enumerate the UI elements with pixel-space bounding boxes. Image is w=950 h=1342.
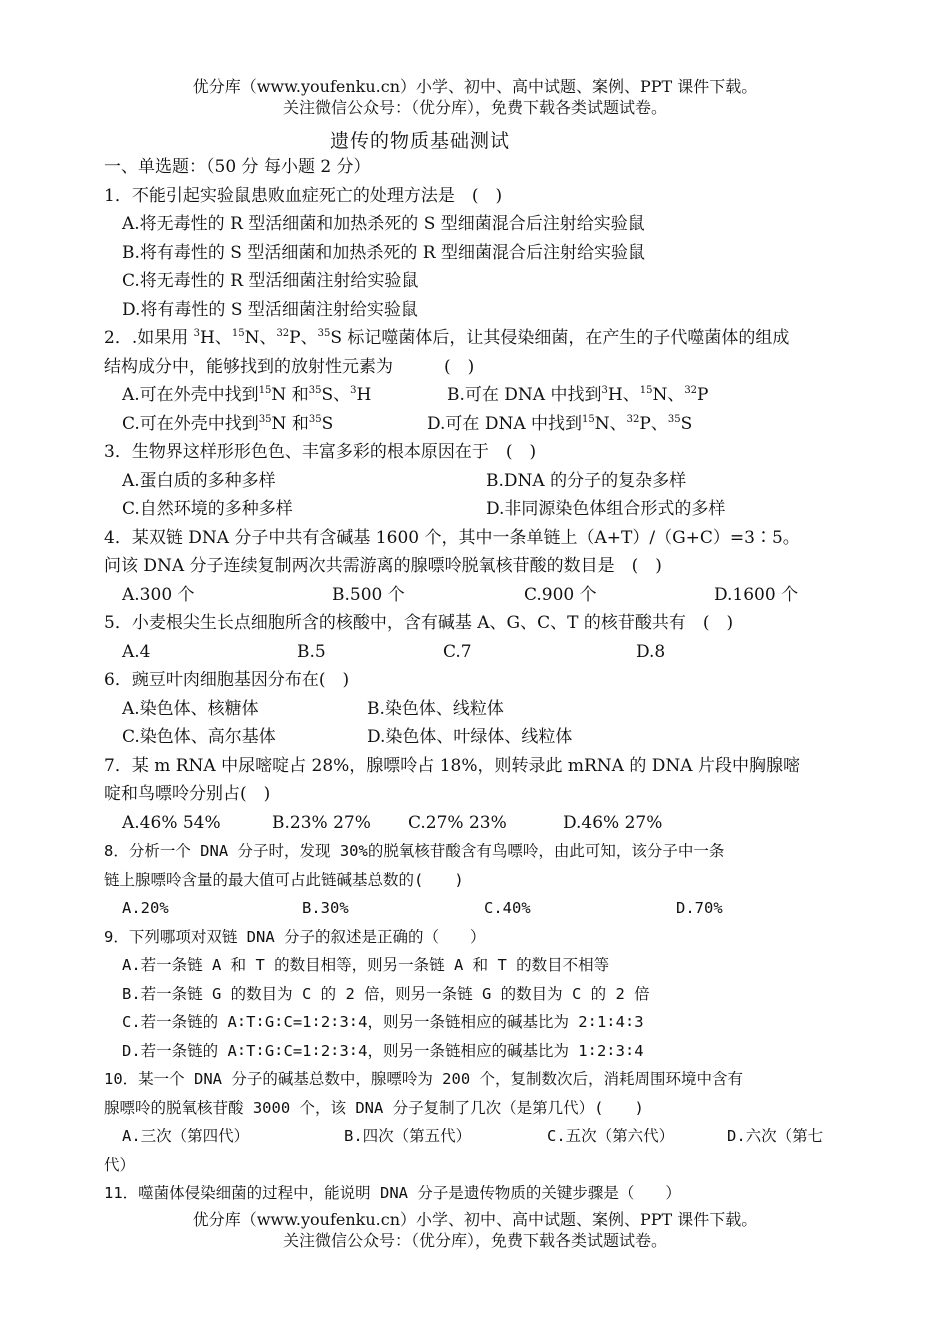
question-4-option-d: D.1600 个 bbox=[714, 584, 799, 605]
footer-line-1: 优分库（www.youfenku.cn）小学、初中、高中试题、案例、PPT 课件下载。 bbox=[192, 1210, 758, 1229]
question-9-option-b: B.若一条链 G 的数目为 C 的 2 倍，则另一条链 G 的数目为 C 的 2 倍 bbox=[122, 984, 650, 1003]
question-2-option-d: D.可在 DNA 中找到$^{15}$N、$^{32}$P、$^{35}$S bbox=[427, 413, 693, 434]
question-2-stem: 2．.如果用 $^3$H、$^{15}$N、$^{32}$P、$^{35}$S 标记噬菌体后，让其侵染细菌，在产生的子代噬菌体的组成 bbox=[104, 328, 790, 348]
question-3-option-b: B.DNA 的分子的复杂多样 bbox=[486, 470, 687, 491]
question-8-option-d: D.70% bbox=[676, 899, 723, 917]
header-line-2: 关注微信公众号：（优分库），免费下载各类试题试卷。 bbox=[282, 98, 667, 117]
question-10-stem-cont: 腺嘌呤的脱氧核苷酸 3000 个，该 DNA 分子复制了几次（是第几代）( ) bbox=[104, 1098, 644, 1117]
question-6-options-ab bbox=[104, 695, 850, 724]
question-2-options-ab bbox=[104, 381, 850, 410]
question-9-option-d: D.若一条链的 A∶T∶G∶C=1∶2∶3∶4，则另一条链相应的碱基比为 1∶2∶3∶4 bbox=[122, 1041, 644, 1060]
question-10-option-d-cont: 代） bbox=[104, 1155, 136, 1174]
question-7-option-d: D.46% 27% bbox=[563, 812, 663, 833]
question-9-stem: 9．下列哪项对双链 DNA 分子的叙述是正确的（ ） bbox=[104, 927, 486, 946]
question-10-option-b: B.四次（第五代） bbox=[344, 1127, 472, 1145]
question-content bbox=[104, 153, 850, 1208]
question-4-option-b: B.500 个 bbox=[332, 584, 405, 605]
question-8-stem: 8．分析一个 DNA 分子时，发现 30%的脱氧核苷酸含有鸟嘌呤，由此可知，该分子中一条 bbox=[104, 842, 725, 860]
question-3-option-a: A.蛋白质的多种多样 bbox=[122, 470, 276, 491]
question-3-options-ab bbox=[104, 467, 850, 496]
header-line-1: 优分库（www.youfenku.cn）小学、初中、高中试题、案例、PPT 课件下载。 bbox=[192, 77, 758, 96]
question-2-stem-cont: 结构成分中，能够找到的放射性元素为 ( ) bbox=[104, 356, 475, 377]
question-4-options bbox=[104, 581, 850, 610]
question-7-stem-cont: 啶和鸟嘌呤分别占( ) bbox=[104, 784, 271, 804]
question-1-option-b: B.将有毒性的 S 型活细菌和加热杀死的 R 型细菌混合后注射给实验鼠 bbox=[122, 242, 645, 263]
question-4-option-a: A.300 个 bbox=[122, 584, 195, 605]
question-5-options bbox=[104, 638, 850, 667]
question-9-option-c: C.若一条链的 A∶T∶G∶C=1∶2∶3∶4，则另一条链相应的碱基比为 2∶1∶4∶3 bbox=[122, 1013, 644, 1031]
page-header bbox=[0, 76, 950, 118]
question-2-options-cd bbox=[104, 410, 850, 439]
question-8-option-b: B.30% bbox=[302, 899, 349, 917]
question-10-stem: 10．某一个 DNA 分子的碱基总数中，腺嘌呤为 200 个，复制数次后，消耗周围环境中含有 bbox=[104, 1070, 743, 1088]
question-6-option-a: A.染色体、核糖体 bbox=[122, 698, 259, 719]
question-8-options bbox=[104, 894, 850, 923]
question-4-stem: 4．某双链 DNA 分子中共有含碱基 1600 个，其中一条单链上（A+T）/（G+C）=3∶5。 bbox=[104, 527, 800, 548]
question-4-option-c: C.900 个 bbox=[524, 584, 597, 605]
question-5-stem: 5．小麦根尖生长点细胞所含的核酸中，含有碱基 A、G、C、T 的核苷酸共有 ( ) bbox=[104, 613, 734, 633]
question-7-option-a: A.46% 54% bbox=[122, 812, 221, 833]
question-1-option-a: A.将无毒性的 R 型活细菌和加热杀死的 S 型细菌混合后注射给实验鼠 bbox=[122, 214, 645, 234]
question-7-option-b: B.23% 27% bbox=[272, 812, 371, 833]
page-footer bbox=[0, 1209, 950, 1251]
question-10-option-d: D.六次（第七 bbox=[727, 1127, 824, 1145]
question-6-option-d: D.染色体、叶绿体、线粒体 bbox=[367, 727, 573, 747]
question-2-option-a: A.可在外壳中找到$^{15}$N 和$^{35}$S、$^3$H bbox=[122, 385, 372, 405]
question-8-option-a: A.20% bbox=[122, 899, 169, 917]
question-4-stem-cont: 问该 DNA 分子连续复制两次共需游离的腺嘌呤脱氧核苷酸的数目是 ( ) bbox=[104, 556, 662, 576]
question-8-option-c: C.40% bbox=[484, 899, 531, 917]
question-10-option-a: A.三次（第四代） bbox=[122, 1127, 250, 1145]
question-2-option-c: C.可在外壳中找到$^{35}$N 和$^{35}$S bbox=[122, 413, 334, 434]
question-9-option-a: A.若一条链 A 和 T 的数目相等，则另一条链 A 和 T 的数目不相等 bbox=[122, 956, 610, 974]
question-6-stem: 6．豌豆叶肉细胞基因分布在( ) bbox=[104, 670, 350, 690]
document-title: 遗传的物质基础测试 bbox=[329, 130, 510, 152]
question-8-stem-cont: 链上腺嘌呤含量的最大值可占此链碱基总数的( ) bbox=[104, 870, 464, 889]
question-3-option-d: D.非同源染色体组合形式的多样 bbox=[486, 499, 726, 519]
question-10-options bbox=[104, 1122, 850, 1151]
question-3-options-cd bbox=[104, 495, 850, 524]
question-5-option-d: D.8 bbox=[636, 641, 666, 662]
question-2-option-b: B.可在 DNA 中找到$^3$H、$^{15}$N、$^{32}$P bbox=[447, 385, 709, 405]
question-3-stem: 3．生物界这样形形色色、丰富多彩的根本原因在于 ( ) bbox=[104, 442, 537, 462]
question-3-option-c: C.自然环境的多种多样 bbox=[122, 499, 293, 519]
question-6-option-b: B.染色体、线粒体 bbox=[367, 698, 504, 719]
footer-line-2: 关注微信公众号：（优分库），免费下载各类试题试卷。 bbox=[282, 1231, 667, 1250]
question-10-option-c: C.五次（第六代） bbox=[547, 1127, 675, 1145]
question-7-options bbox=[104, 809, 850, 838]
question-5-option-a: A.4 bbox=[122, 641, 151, 662]
question-6-options-cd bbox=[104, 723, 850, 752]
question-1-option-c: C.将无毒性的 R 型活细菌注射给实验鼠 bbox=[122, 271, 419, 291]
question-6-option-c: C.染色体、高尔基体 bbox=[122, 727, 276, 747]
question-1-option-d: D.将有毒性的 S 型活细菌注射给实验鼠 bbox=[122, 299, 418, 320]
question-7-option-c: C.27% 23% bbox=[408, 812, 507, 833]
section-heading: 一、单选题：（50 分 每小题 2 分） bbox=[104, 157, 371, 177]
question-1-stem: 1．不能引起实验鼠患败血症死亡的处理方法是 ( ) bbox=[104, 185, 503, 206]
question-5-option-b: B.5 bbox=[297, 641, 326, 662]
question-11-stem: 11．噬菌体侵染细菌的过程中，能说明 DNA 分子是遗传物质的关键步骤是（ ） bbox=[104, 1184, 681, 1202]
question-5-option-c: C.7 bbox=[443, 641, 472, 662]
question-7-stem: 7．某 m RNA 中尿嘧啶占 28%，腺嘌呤占 18%，则转录此 mRNA 的 DNA 片段中胸腺嘧 bbox=[104, 755, 800, 776]
